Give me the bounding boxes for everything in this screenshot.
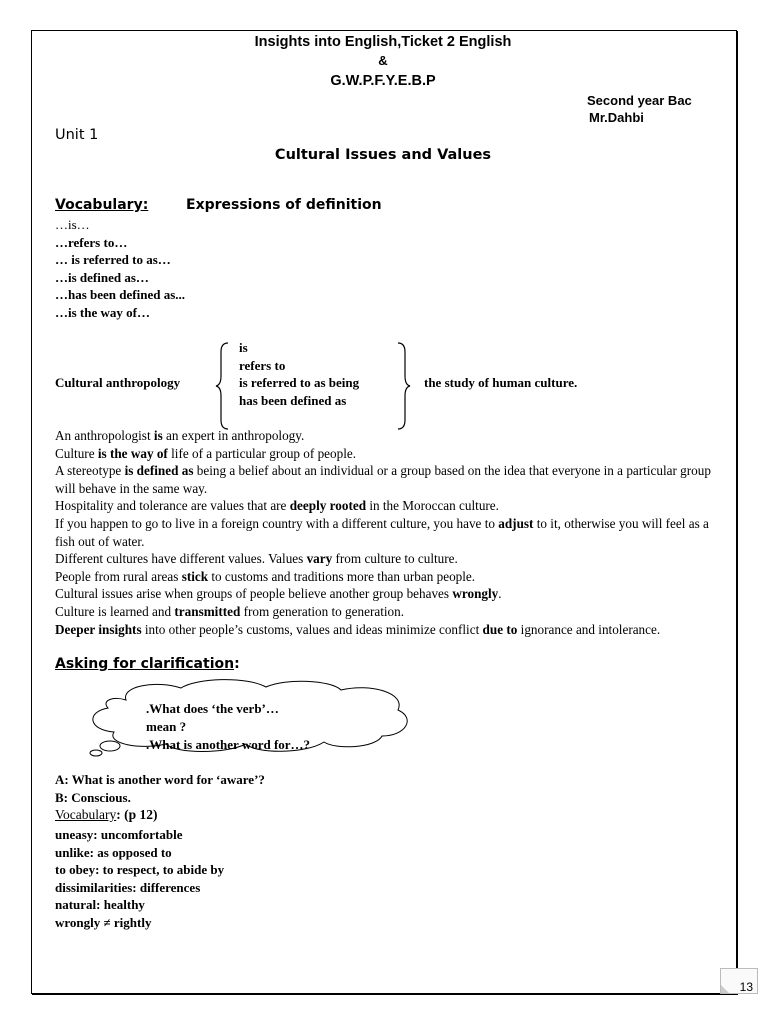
sentence-text: Culture is learned and (55, 603, 175, 619)
key-term: wrongly (452, 586, 499, 602)
example-sentence (55, 585, 720, 603)
sentence-text: Hospitality and tolerance are values that are (55, 498, 290, 514)
key-term: vary (306, 551, 333, 567)
diagram-verb: is referred to as being (239, 375, 360, 390)
example-sentence (55, 603, 720, 621)
diagram-verb: has been defined as (239, 392, 347, 408)
dialogue (55, 771, 265, 806)
vocab2-item: wrongly ≠ rightly (55, 914, 152, 930)
example-sentences (55, 427, 720, 638)
unit-title: Cultural Issues and Values (274, 147, 492, 163)
doc-title: Insights into English,Ticket 2 English (254, 34, 512, 50)
sentence-text: from generation to generation. (240, 603, 405, 619)
sentence-text: A stereotype (55, 463, 125, 479)
cloud-line: .What does ‘the verb’… (146, 701, 279, 716)
vocab2-heading: Vocabulary (55, 807, 117, 822)
sentence-text: Different cultures have different values. Values (55, 551, 307, 567)
dialogue-line: A: What is another word for ‘aware’? (55, 772, 265, 787)
sentence-text: an expert in anthropology. (162, 428, 305, 443)
sentence-text: An anthropologist (55, 428, 154, 443)
vocab2-item: dissimilarities: differences (55, 879, 201, 895)
sentence-text: life of a particular group of people. (167, 445, 357, 461)
clarification-heading: Asking for clarification (55, 656, 235, 672)
sentence-text: Culture (55, 445, 98, 461)
unit-label: Unit 1 (55, 127, 99, 143)
vocab2-page: : (p 12) (116, 807, 158, 822)
example-sentence (55, 550, 720, 568)
sentence-text: to customs and traditions more than urban people. (208, 568, 476, 584)
example-sentence (55, 462, 720, 497)
sentence-text: into other people’s customs, values and ideas minimize conflict (141, 621, 483, 637)
dialogue-line: B: Conscious. (55, 789, 131, 805)
vocab2-list (55, 826, 224, 931)
level-label: Second year Bac (587, 93, 692, 108)
expression-item: …is the way of… (55, 304, 150, 320)
expression-item: … is referred to as… (55, 252, 171, 267)
teacher-name: Mr.Dahbi (589, 110, 644, 125)
diagram-verbs (239, 339, 359, 409)
vocab2-item: to obey: to respect, to abide by (55, 862, 225, 877)
expression-item: …has been defined as... (55, 287, 186, 302)
title-ampersand: & (378, 53, 388, 68)
key-term: due to (482, 621, 518, 637)
key-term: deeply rooted (289, 498, 367, 514)
key-term: Deeper insights (55, 621, 142, 637)
sentence-text: from culture to culture. (332, 551, 458, 567)
expression-item: …refers to… (55, 234, 128, 250)
key-term: adjust (498, 515, 534, 531)
key-term: stick (181, 568, 209, 584)
expressions-list (55, 216, 185, 321)
diagram-verb: refers to (239, 357, 286, 373)
example-sentence (55, 427, 720, 445)
key-term: is (153, 428, 163, 443)
cloud-line: .What is another word for…? (146, 737, 311, 752)
sentence-text: ignorance and intolerance. (517, 621, 661, 637)
sentence-text: People from rural areas (55, 568, 182, 584)
page-number: 13 (720, 968, 758, 994)
diagram-subject: Cultural anthropology (55, 375, 181, 390)
sentence-text: . (498, 586, 502, 602)
left-brace (214, 340, 234, 432)
sentence-text: in the Moroccan culture. (366, 498, 499, 514)
example-sentence (55, 621, 720, 639)
vocab2-item: unlike: as opposed to (55, 844, 172, 860)
example-sentence (55, 568, 720, 586)
expressions-heading: Expressions of definition (186, 197, 382, 213)
vocabulary-heading: Vocabulary: (55, 197, 149, 213)
example-sentence (55, 497, 720, 515)
cloud-text (146, 700, 310, 754)
clarification-heading-wrap (55, 656, 240, 672)
diagram-verb: is (239, 340, 248, 355)
right-brace (394, 340, 414, 432)
expression-item: …is… (55, 217, 90, 232)
vocab2-item: natural: healthy (55, 897, 145, 912)
cloud-line: mean ? (146, 719, 187, 734)
vocab2-heading-wrap (55, 807, 157, 823)
clarification-colon: : (234, 656, 240, 672)
example-sentence (55, 515, 720, 550)
sentence-text: Cultural issues arise when groups of people believe another group behaves (55, 586, 453, 602)
diagram-object: the study of human culture. (424, 375, 578, 390)
key-term: transmitted (174, 603, 241, 619)
doc-subtitle: G.W.P.F.Y.E.B.P (330, 73, 436, 89)
sentence-text: being a belief about an individual or a group based on the idea that everyone in a particular group will behave in the same way. (55, 463, 711, 496)
sentence-text: to it, otherwise you will feel as a fish out of water. (55, 515, 709, 549)
vocab2-item: uneasy: uncomfortable (55, 827, 183, 842)
key-term: is defined as (124, 463, 194, 479)
expression-item: …is defined as… (55, 269, 149, 285)
sentence-text: If you happen to go to live in a foreign country with a different culture, you have to (55, 515, 499, 531)
example-sentence (55, 445, 720, 463)
key-term: is the way of (97, 445, 168, 461)
